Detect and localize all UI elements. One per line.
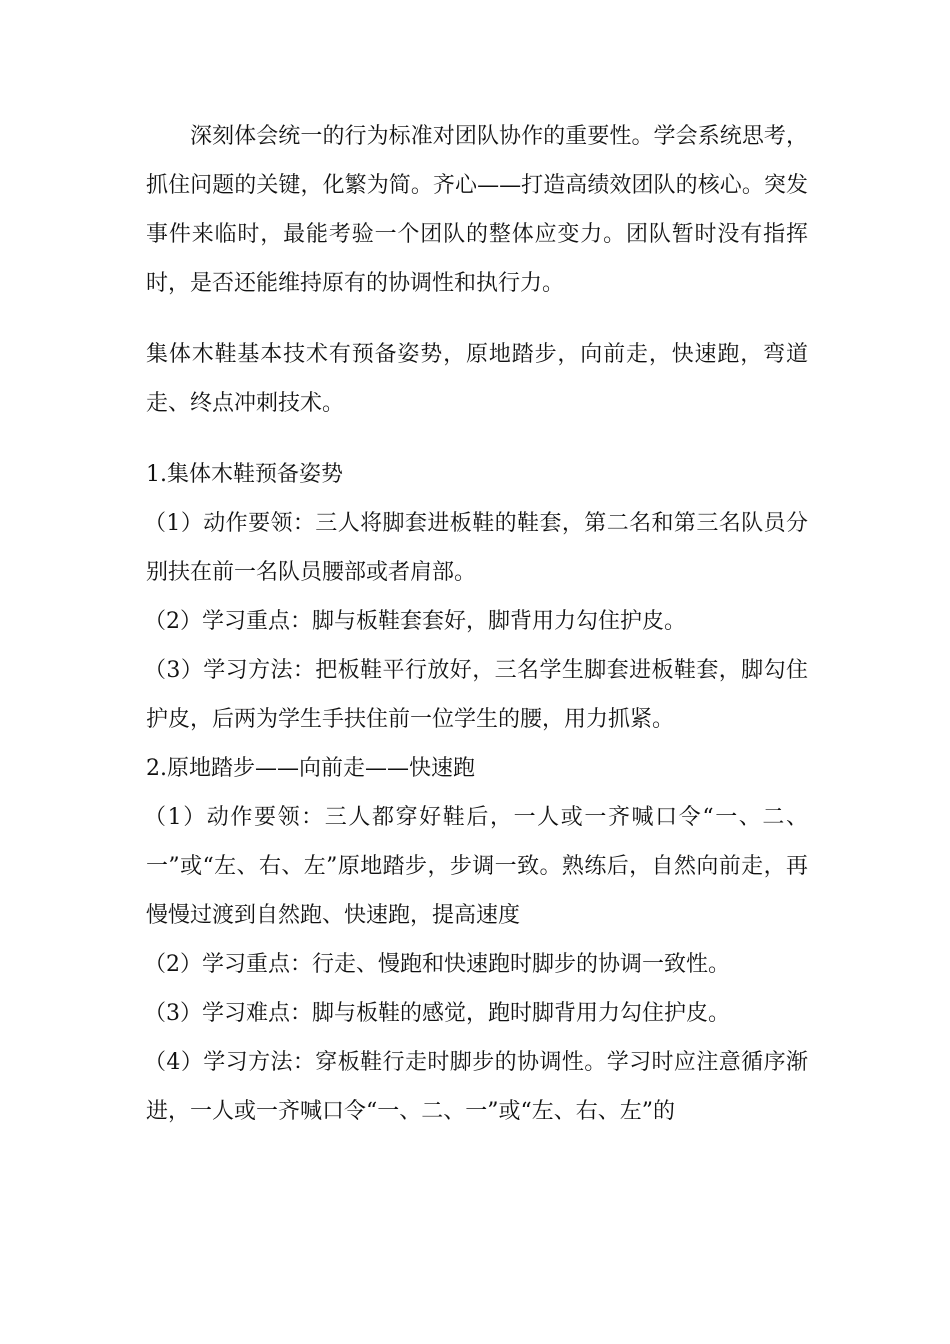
intro-paragraph: 深刻体会统一的行为标准对团队协作的重要性。学会系统思考，抓住问题的关键，化繁为简。齐心——打造高绩效团队的核心。突发事件来临时，最能考验一个团队的整体应变力。团队暂时没有指挥时，是否还能维持原有的协调性和执行力。	[146, 124, 808, 296]
section-1-item-2: （2）学习重点：脚与板鞋套套好，脚背用力勾住护皮。	[144, 609, 686, 634]
section-heading-2: 2.原地踏步——向前走——快速跑	[146, 756, 475, 781]
technique-overview-paragraph: 集体木鞋基本技术有预备姿势，原地踏步，向前走，快速跑，弯道走、终点冲刺技术。	[146, 342, 808, 416]
section-1-item-3: （3）学习方法：把板鞋平行放好，三名学生脚套进板鞋套，脚勾住护皮，后两为学生手扶住前一位学生的腰，用力抓紧。	[144, 658, 808, 732]
section-1-item-1: （1）动作要领：三人将脚套进板鞋的鞋套，第二名和第三名队员分别扶在前一名队员腰部或者肩部。	[144, 511, 808, 585]
section-2-item-3: （3）学习难点：脚与板鞋的感觉，跑时脚背用力勾住护皮。	[144, 1001, 730, 1026]
section-2-item-2: （2）学习重点：行走、慢跑和快速跑时脚步的协调一致性。	[144, 952, 730, 977]
section-2-item-4: （4）学习方法：穿板鞋行走时脚步的协调性。学习时应注意循序渐进，一人或一齐喊口令“一、二、一”或“左、右、左”的	[144, 1050, 808, 1124]
document-page	[146, 112, 808, 1136]
section-heading-1: 1.集体木鞋预备姿势	[146, 462, 343, 487]
section-2-item-1: （1）动作要领：三人都穿好鞋后，一人或一齐喊口令“一、二、一”或“左、右、左”原地踏步，步调一致。熟练后，自然向前走，再慢慢过渡到自然跑、快速跑，提高速度	[144, 805, 808, 928]
